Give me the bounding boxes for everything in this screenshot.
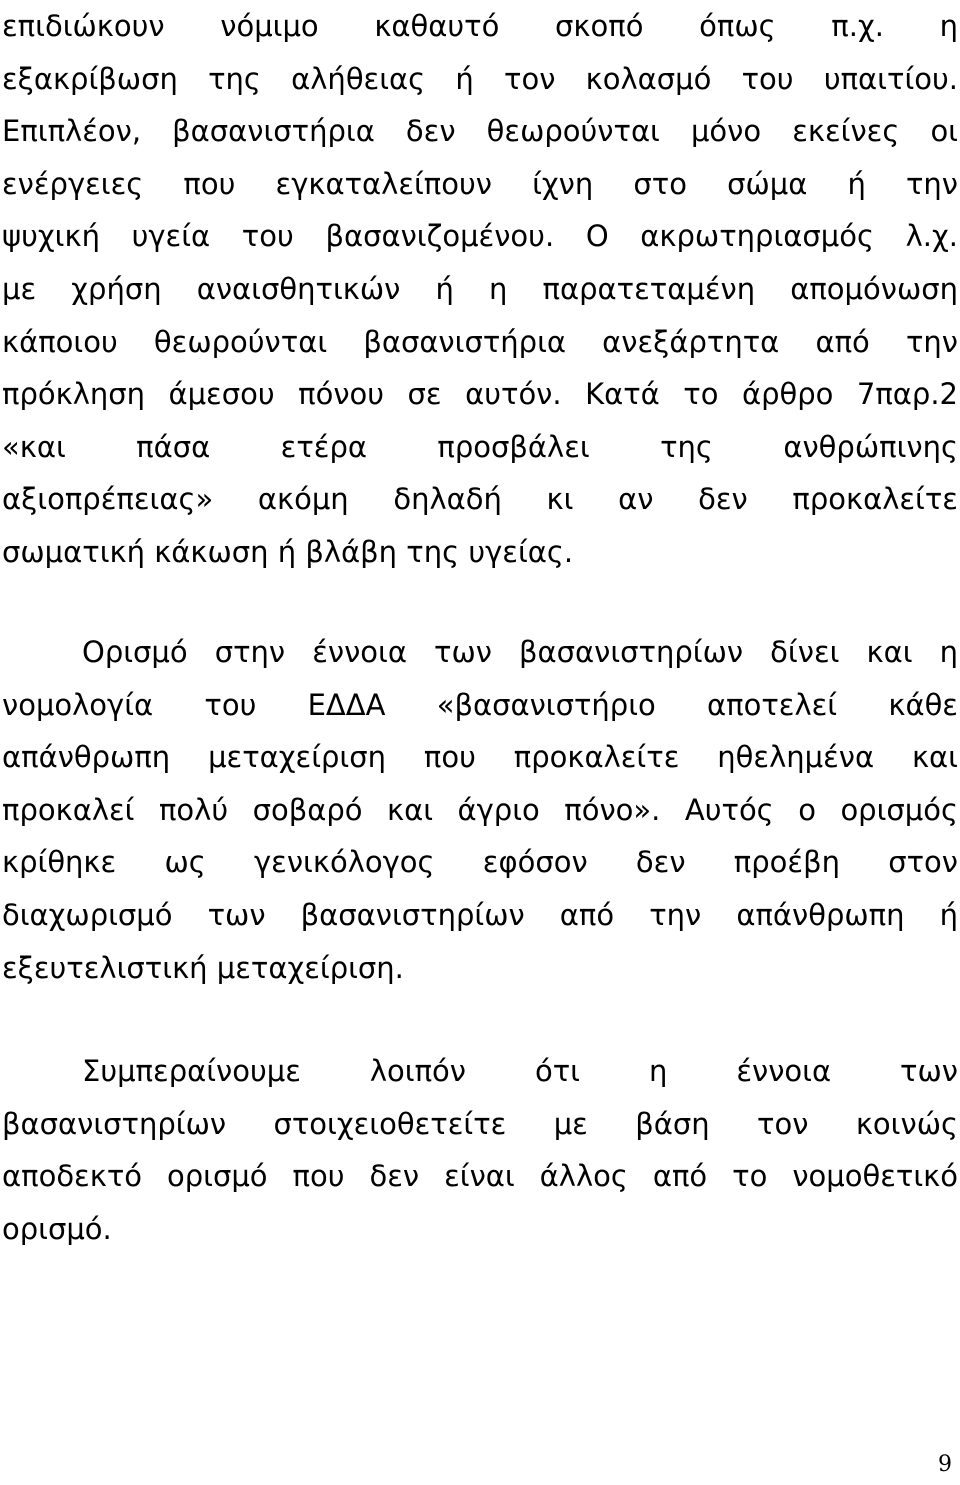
text-line: Επιπλέον, βασανιστήρια δεν θεωρούνται μόνο εκείνες οι <box>2 114 958 149</box>
text-line: εξευτελιστική μεταχείριση. <box>2 950 404 985</box>
text-line: εξακρίβωση της αλήθειας ή τον κολασμό του υπαιτίου. <box>2 61 958 96</box>
text-line: ενέργειες που εγκαταλείπουν ίχνη στο σώμα ή την <box>2 166 958 201</box>
text-line: αξιοπρέπειας» ακόμη δηλαδή κι αν δεν προκαλείτε <box>2 482 958 517</box>
text-line: «και πάσα ετέρα προσβάλει της ανθρώπινης <box>2 429 958 464</box>
paragraph-3 <box>2 1045 958 1255</box>
text-line: επιδιώκουν νόμιμο καθαυτό σκοπό όπως π.χ. η <box>2 9 958 43</box>
page-number: 9 <box>938 1452 952 1477</box>
text-line: διαχωρισμό των βασανιστηρίων από την απάνθρωπη ή <box>2 897 958 932</box>
text-line: ψυχική υγεία του βασανιζομένου. Ο ακρωτηριασμός λ.χ. <box>2 219 958 254</box>
text-line: κρίθηκε ως γενικόλογος εφόσον δεν προέβη στον <box>2 845 958 880</box>
text-line: νομολογία του ΕΔΔΑ «βασανιστήριο αποτελεί κάθε <box>2 687 958 722</box>
paragraph-1 <box>2 0 958 579</box>
text-line: απάνθρωπη μεταχείριση που προκαλείτε ηθελημένα και <box>2 740 958 775</box>
text-line: ορισμό. <box>2 1211 112 1246</box>
text-line: βασανιστηρίων στοιχειοθετείτε με βάση τον κοινώς <box>2 1106 958 1141</box>
text-line: με χρήση αναισθητικών ή η παρατεταμένη απομόνωση <box>2 271 958 306</box>
text-line: κάποιου θεωρούνται βασανιστήρια ανεξάρτητα από την <box>2 324 958 359</box>
text-line: προκαλεί πολύ σοβαρό και άγριο πόνο». Αυτός ο ορισμός <box>2 792 958 827</box>
text-line: πρόκληση άμεσου πόνου σε αυτόν. Κατά το άρθρο 7παρ.2 <box>2 377 958 412</box>
text-line: Ορισμό στην έννοια των βασανιστηρίων δίνει και η <box>82 635 958 669</box>
text-line: Συμπεραίνουμε λοιπόν ότι η έννοια των <box>82 1054 958 1088</box>
text-line: αποδεκτό ορισμό που δεν είναι άλλος από το νομοθετικό <box>2 1159 958 1194</box>
text-line: σωματική κάκωση ή βλάβη της υγείας. <box>2 534 574 569</box>
paragraph-2 <box>2 626 958 994</box>
